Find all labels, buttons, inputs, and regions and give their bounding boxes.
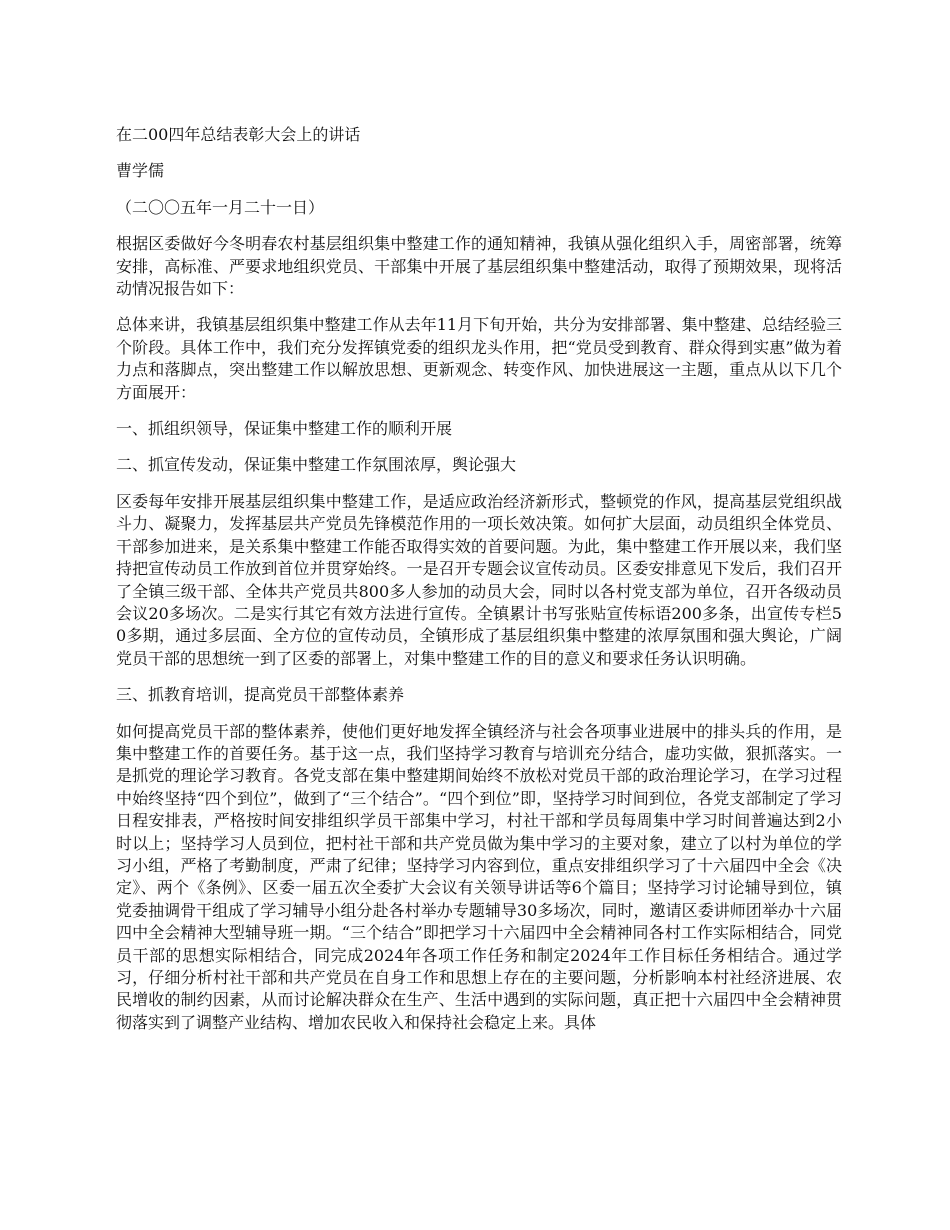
- document-title: 在二00四年总结表彰大会上的讲话: [116, 125, 361, 144]
- document-author: 曹学儒: [116, 161, 165, 181]
- section-heading-3: 三、抓教育培训，提高党员干部整体素养: [116, 685, 405, 705]
- document-date: （二〇〇五年一月二十一日）: [116, 197, 325, 217]
- document-page: [116, 124, 842, 1048]
- overview-paragraph: 总体来讲，我镇基层组织集中整建工作从去年11月下旬开始，共分为安排部署、集中整建、总结经验三个阶段。具体工作中，我们充分发挥镇党委的组织龙头作用，把“党员受到教育、群众得到实惠”做为着力点和落脚点，突出整建工作以解放思想、更新观念、转变作风、加快进展这一主题，重点从以下几个方面展开：: [116, 315, 842, 402]
- training-paragraph: 如何提高党员干部的整体素养，使他们更好地发挥全镇经济与社会各项事业进展中的排头兵的作用，是集中整建工作的首要任务。基于这一点，我们坚持学习教育与培训充分结合，虚功实做，狠抓落实。一是抓党的理论学习教育。各党支部在集中整建期间始终不放松对党员干部的政治理论学习，在学习过程中始终坚持“四个到位”，做到了“三个结合”。“四个到位”即，坚持学习时间到位，各党支部制定了学习日程安排表，严格按时间安排组织学员干部集中学习，村社干部和学员每周集中学习时间普遍达到2小时以上；坚持学习人员到位，把村社干部和共产党员做为集中学习的主要对象，建立了以村为单位的学习小组，严格了考勤制度，严肃了纪律；坚持学习内容到位，重点安排组织学习了十六届四中全会《决定》、两个《条例》、区委一届五次全委扩大会议有关领导讲话等6个篇目；坚持学习讨论辅导到位，镇党委抽调骨干组成了学习辅导小组分赴各村举办专题辅导30多场次，同时，邀请区委讲师团举办十六届四中全会精神大型辅导班一期。“三个结合”即把学习十六届四中全会精神同各村工作实际相结合，同党员干部的思想实际相结合，同完成2024年各项工作任务和制定2024年工作目标任务相结合。通过学习，仔细分析村社干部和共产党员在自身工作和思想上存在的主要问题，分析影响本村社经济进展、农民增收的制约因素，从而讨论解决群众在生产、生活中遇到的实际问题，真正把十六届四中全会精神贯彻落实到了调整产业结构、增加农民收入和保持社会稳定上来。具体: [116, 721, 842, 1032]
- intro-paragraph: 根据区委做好今冬明春农村基层组织集中整建工作的通知精神，我镇从强化组织入手，周密部署，统筹安排，高标准、严要求地组织党员、干部集中开展了基层组织集中整建活动，取得了预期效果，现将活动情况报告如下：: [116, 234, 842, 299]
- section-heading-2: 二、抓宣传发动，保证集中整建工作氛围浓厚，舆论强大: [116, 455, 517, 475]
- section-heading-1: 一、抓组织领导，保证集中整建工作的顺利开展: [116, 419, 453, 439]
- publicity-paragraph: 区委每年安排开展基层组织集中整建工作，是适应政治经济新形式，整顿党的作风，提高基层党组织战斗力、凝聚力，发挥基层共产党员先锋模范作用的一项长效决策。如何扩大层面，动员组织全体党员、干部参加进来，是关系集中整建工作能否取得实效的首要问题。为此，集中整建工作开展以来，我们坚持把宣传动员工作放到首位并贯穿始终。一是召开专题会议宣传动员。区委安排意见下发后，我们召开了全镇三级干部、全体共产党员共800多人参加的动员大会，同时以各村党支部为单位，召开各级动员会议20多场次。二是实行其它有效方法进行宣传。全镇累计书写张贴宣传标语200多条，出宣传专栏50多期，通过多层面、全方位的宣传动员，全镇形成了基层组织集中整建的浓厚氛围和强大舆论，广阔党员干部的思想统一到了区委的部署上，对集中整建工作的目的意义和要求任务认识明确。: [116, 491, 842, 668]
